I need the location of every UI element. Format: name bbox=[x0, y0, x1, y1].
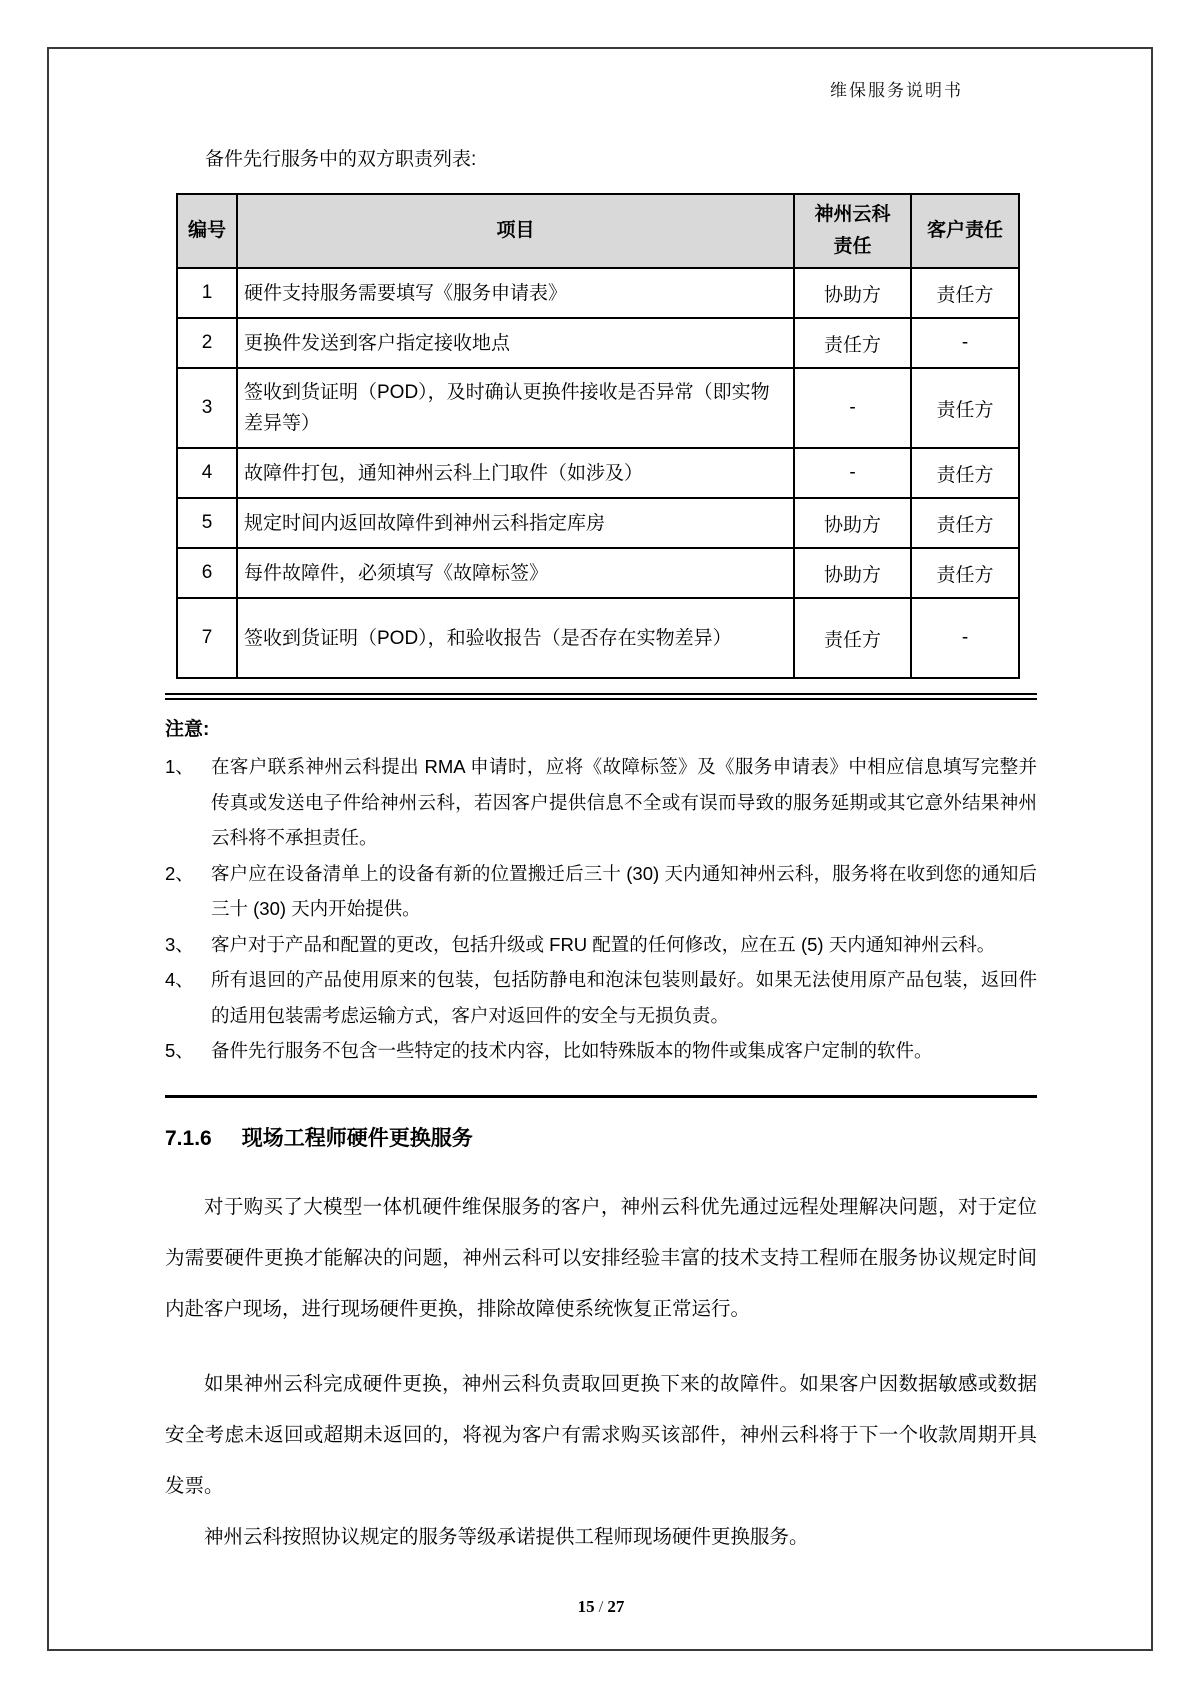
page-number-total: 27 bbox=[607, 1597, 625, 1617]
section-heading bbox=[165, 1122, 1037, 1152]
row-customer-responsibility: - bbox=[911, 318, 1019, 368]
header-vendor-line1: 神州云科 bbox=[814, 203, 891, 225]
table-header-row bbox=[177, 194, 1019, 269]
double-rule-divider bbox=[165, 693, 1037, 700]
section-title: 现场工程师硬件更换服务 bbox=[241, 1126, 473, 1150]
row-item: 签收到货证明（POD），和验收报告（是否存在实物差异） bbox=[237, 598, 794, 678]
row-item: 更换件发送到客户指定接收地点 bbox=[237, 318, 794, 368]
responsibility-table bbox=[176, 193, 1020, 680]
note-number: 5、 bbox=[165, 1040, 194, 1062]
table-row bbox=[177, 368, 1019, 448]
page-content bbox=[165, 148, 1037, 1617]
note-number: 4、 bbox=[165, 969, 194, 991]
note-text: 客户对于产品和配置的更改，包括升级或 FRU 配置的任何修改，应在五 (5) 天内通知神州云科。 bbox=[211, 933, 996, 955]
header-vendor-line2: 责任 bbox=[833, 235, 872, 257]
row-customer-responsibility: - bbox=[911, 598, 1019, 678]
row-vendor-responsibility: 协助方 bbox=[794, 268, 911, 318]
row-item: 每件故障件，必须填写《故障标签》 bbox=[237, 548, 794, 598]
header-cell-customer: 客户责任 bbox=[911, 194, 1019, 269]
row-item: 规定时间内返回故障件到神州云科指定库房 bbox=[237, 498, 794, 548]
notes-label: 注意: bbox=[165, 719, 210, 741]
row-customer-responsibility: 责任方 bbox=[911, 448, 1019, 498]
row-item: 签收到货证明（POD），及时确认更换件接收是否异常（即实物差异等） bbox=[237, 368, 794, 448]
row-vendor-responsibility: - bbox=[794, 448, 911, 498]
list-item bbox=[165, 749, 1037, 856]
row-number: 7 bbox=[177, 598, 237, 678]
running-header bbox=[830, 76, 963, 101]
header-cell-item: 项目 bbox=[237, 194, 794, 269]
row-customer-responsibility: 责任方 bbox=[911, 548, 1019, 598]
table-intro-text: 备件先行服务中的双方职责列表: bbox=[205, 149, 477, 170]
table-row bbox=[177, 318, 1019, 368]
table-row bbox=[177, 498, 1019, 548]
table-row bbox=[177, 598, 1019, 678]
running-header-title: 维保服务说明书 bbox=[830, 81, 963, 100]
section-divider-rule bbox=[165, 1095, 1037, 1098]
row-number: 6 bbox=[177, 548, 237, 598]
row-customer-responsibility: 责任方 bbox=[911, 498, 1019, 548]
body-paragraph: 神州云科按照协议规定的服务等级承诺提供工程师现场硬件更换服务。 bbox=[204, 1526, 809, 1549]
row-number: 4 bbox=[177, 448, 237, 498]
row-customer-responsibility: 责任方 bbox=[911, 368, 1019, 448]
body-paragraph: 如果神州云科完成硬件更换，神州云科负责取回更换下来的故障件。如果客户因数据敏感或数据安全考虑未返回或超期未返回的，将视为客户有需求购买该部件，神州云科将于下一个收款周期开具发票。 bbox=[165, 1373, 1037, 1498]
note-text: 所有退回的产品使用原来的包装，包括防静电和泡沫包装则最好。如果无法使用原产品包装，返回件的适用包装需考虑运输方式，客户对返回件的安全与无损负责。 bbox=[211, 969, 1037, 1026]
row-number: 5 bbox=[177, 498, 237, 548]
row-number: 2 bbox=[177, 318, 237, 368]
table-row bbox=[177, 268, 1019, 318]
note-text: 客户应在设备清单上的设备有新的位置搬迁后三十 (30) 天内通知神州云科，服务将在收到您的通知后三十 (30) 天内开始提供。 bbox=[211, 862, 1037, 920]
row-vendor-responsibility: - bbox=[794, 368, 911, 448]
page-footer bbox=[165, 1597, 1037, 1617]
section-number: 7.1.6 bbox=[165, 1126, 212, 1150]
note-number: 1、 bbox=[165, 756, 194, 778]
header-cell-number: 编号 bbox=[177, 194, 237, 269]
row-item: 硬件支持服务需要填写《服务申请表》 bbox=[237, 268, 794, 318]
row-number: 3 bbox=[177, 368, 237, 448]
row-vendor-responsibility: 协助方 bbox=[794, 498, 911, 548]
note-text: 备件先行服务不包含一些特定的技术内容，比如特殊版本的物件或集成客户定制的软件。 bbox=[211, 1040, 933, 1062]
page-number-current: 15 bbox=[577, 1597, 595, 1617]
header-cell-vendor bbox=[794, 194, 911, 269]
note-text: 在客户联系神州云科提出 RMA 申请时，应将《故障标签》及《服务申请表》中相应信息填写完整并传真或发送电子件给神州云科，若因客户提供信息不全或有误而导致的服务延期或其它意外结果神州云科将不承担责任。 bbox=[211, 756, 1037, 849]
note-number: 3、 bbox=[165, 933, 194, 955]
row-item: 故障件打包，通知神州云科上门取件（如涉及） bbox=[237, 448, 794, 498]
row-vendor-responsibility: 责任方 bbox=[794, 598, 911, 678]
row-vendor-responsibility: 协助方 bbox=[794, 548, 911, 598]
table-row bbox=[177, 448, 1019, 498]
list-item bbox=[165, 1033, 1037, 1069]
table-row bbox=[177, 548, 1019, 598]
list-item bbox=[165, 962, 1037, 1033]
note-number: 2、 bbox=[165, 862, 194, 884]
body-paragraph: 对于购买了大模型一体机硬件维保服务的客户，神州云科优先通过远程处理解决问题，对于定位为需要硬件更换才能解决的问题，神州云科可以安排经验丰富的技术支持工程师在服务协议规定时间内赴客户现场，进行现场硬件更换，排除故障使系统恢复正常运行。 bbox=[165, 1195, 1037, 1321]
row-vendor-responsibility: 责任方 bbox=[794, 318, 911, 368]
page-number-separator: / bbox=[598, 1597, 604, 1617]
list-item bbox=[165, 927, 1037, 963]
row-customer-responsibility: 责任方 bbox=[911, 268, 1019, 318]
row-number: 1 bbox=[177, 268, 237, 318]
list-item bbox=[165, 856, 1037, 927]
